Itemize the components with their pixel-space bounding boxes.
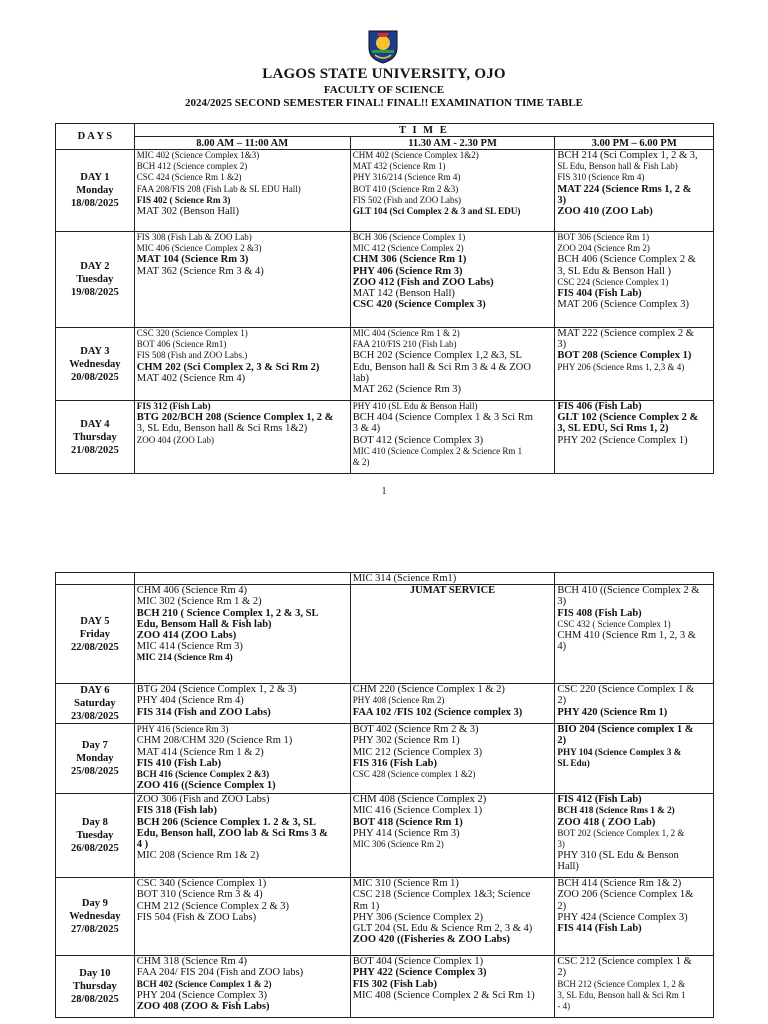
exam-entry: MAT 432 (Science Rm 1) [352,161,446,172]
continuation-day-cell [56,573,135,585]
exam-entry: BTG 204 (Science Complex 1, 2 & 3) [136,684,297,696]
day-label-cell [56,328,135,401]
weekday: Monday [76,753,114,765]
slot-cell-3 [555,724,714,794]
exam-entry: CSC 320 (Science Complex 1) [136,328,248,338]
day-row [56,724,714,794]
exam-entry: MAT 414 (Science Rm 1 & 2) [136,746,264,758]
weekday: Friday [79,628,111,640]
exam-entry: BOT 410 (Science Rm 2 &3) [352,183,459,194]
slot-cell-2 [350,401,555,474]
exam-entry: BCH 404 (Science Complex 1 & 3 Sci Rm [352,412,533,424]
exam-entry: CHM 202 (Sci Complex 2, 3 & Sci Rm 2) [136,361,320,373]
exam-entry: Edu, Benson hall, ZOO lab & Sci Rms 3 & [136,827,328,839]
university-crest-logo [366,28,400,64]
slot-header-midday: 11.30 AM - 2.30 PM [350,137,555,150]
exam-date: 22/08/2025 [70,641,119,653]
exam-entry: BOT 418 (Science Rm 1) [352,816,463,828]
exam-date: 19/08/2025 [70,287,119,298]
exam-entry: SL Edu, Benson hall & Fish Lab) [557,161,678,172]
exam-entry: MIC 408 (Science Complex 2 & Sci Rm 1) [352,989,535,1001]
page-number: 1 [381,486,387,497]
day-row [56,585,714,684]
exam-entry: PHY 306 (Science Complex 2) [352,911,483,923]
exam-entry: GLT 104 (Sci Complex 2 & 3 and SL EDU) [352,206,521,217]
day-number: DAY 6 [80,685,110,697]
exam-entry: MAT 402 (Science Rm 4) [136,372,246,384]
exam-entry: FIS 314 (Fish and ZOO Labs) [136,706,271,718]
slot-cell-1 [134,401,350,474]
exam-entry: GLT 204 (SL Edu & Science Rm 2, 3 & 4) [352,923,533,935]
exam-entry: PHY 206 (Science Rms 1, 2,3 & 4) [557,361,685,372]
exam-entry: 3, SL Edu & Benson Hall ) [557,265,672,277]
exam-entry: BOT 208 (Science Complex 1) [557,350,692,362]
day-label-cell [56,794,135,878]
exam-entry: MIC 214 (Science Rm 4) [136,652,233,663]
exam-entry: BOT 202 (Science Complex 1, 2 & [557,827,685,838]
slot-cell-2 [350,232,555,328]
exam-entry: PHY 406 (Science Rm 3) [352,265,463,277]
exam-date: 18/08/2025 [70,198,119,209]
day-label-cell [56,878,135,956]
exam-entry: CHM 408 (Science Complex 2) [352,794,487,806]
weekday: Monday [76,185,114,196]
continuation-slot-2 [350,573,555,585]
day-row [56,878,714,956]
exam-entry: 3) [557,339,567,351]
exam-entry: ZOO 410 (ZOO Lab) [557,206,653,218]
exam-entry: FIS 312 (Fish Lab) [136,401,211,411]
exam-entry: CSC 340 (Science Complex 1) [136,878,267,890]
exam-entry: ZOO 416 ((Science Complex 1) [136,780,276,792]
exam-entry: 2) [557,900,567,912]
slot-cell-1 [134,232,350,328]
day-label-cell [56,956,135,1018]
exam-entry: CHM 402 (Science Complex 1&2) [352,150,479,160]
exam-entry: ZOO 404 (ZOO Lab) [136,434,215,445]
day-label-cell [56,585,135,684]
exam-entry: FIS 318 (Fish lab) [136,805,218,817]
exam-entry: PHY 404 (Science Rm 4) [136,695,244,707]
exam-entry: CHM 406 (Science Rm 4) [136,585,248,597]
exam-entry: BOT 306 (Science Rm 1) [557,232,650,242]
exam-entry: PHY 316/214 (Science Rm 4) [352,172,461,183]
exam-entry: BOT 310 (Science Rm 3 & 4) [136,889,263,901]
slot-cell-3 [555,794,714,878]
exam-entry: Rm 1) [352,900,380,912]
continuation-slot-3 [555,573,714,585]
exam-entry: SL Edu) [557,757,590,768]
day-label-cell [56,724,135,794]
exam-entry: 3) [557,596,567,608]
weekday: Wednesday [69,358,121,370]
day-row [56,794,714,878]
slot-cell-2 [350,956,555,1018]
exam-entry: MIC 310 (Science Rm 1) [352,878,459,890]
exam-entry: BCH 210 ( Science Complex 1, 2 & 3, SL [136,607,319,619]
exam-entry: FIS 316 (Fish Lab) [352,757,438,769]
exam-entry: PHY 420 (Science Rm 1) [557,706,668,718]
exam-entry: PHY 422 (Science Complex 3) [352,967,487,979]
exam-entry: MAT 104 (Science Rm 3) [136,254,249,266]
exam-entry: CHM 306 (Science Rm 1) [352,254,467,266]
day-number: DAY 1 [80,172,110,183]
exam-date: 20/08/2025 [70,371,119,383]
timetable-page-2 [55,572,714,1018]
exam-entry: BOT 404 (Science Complex 1) [352,956,484,968]
exam-entry: CHM 208/CHM 320 (Science Rm 1) [136,735,293,747]
exam-entry: PHY 202 (Science Complex 1) [557,434,688,446]
exam-entry: 3, SL Edu, Benson hall & Sci Rms 1&2) [136,423,308,435]
weekday: Saturday [74,698,116,710]
timetable-title: 2024/2025 SECOND SEMESTER FINAL! FINAL!! EXAMINATION TIME TABLE [185,97,583,109]
exam-entry: CHM 318 (Science Rm 4) [136,956,248,968]
exam-entry: 3, SL Edu, Benson hall & Sci Rm 1 [557,989,686,1000]
exam-entry: ZOO 412 (Fish and ZOO Labs) [352,276,494,288]
continuation-slot-1 [134,573,350,585]
exam-entry: PHY 410 (SL Edu & Benson Hall) [352,401,478,411]
exam-date: 25/08/2025 [70,766,119,778]
exam-entry: MIC 402 (Science Complex 1&3) [136,150,260,160]
day-number: Day 10 [79,968,111,980]
slot-cell-2 [350,684,555,724]
slot-cell-3 [555,956,714,1018]
exam-entry: FIS 310 (Science Rm 4) [557,172,645,183]
exam-entry: BCH 414 (Science Rm 1& 2) [557,878,682,890]
slot-cell-3 [555,684,714,724]
slot-header-evening: 3.00 PM – 6.00 PM [555,137,714,150]
exam-entry: BCH 418 (Science Rms 1 & 2) [557,805,675,816]
exam-entry: PHY 302 (Science Rm 1) [352,735,460,747]
day-row [56,684,714,724]
exam-entry: MAT 224 (Science Rms 1, 2 & [557,183,692,195]
exam-entry: GLT 102 (Science Complex 2 & [557,412,699,424]
exam-entry: 3) [557,194,567,206]
exam-entry: FIS 414 (Fish Lab) [557,923,642,935]
exam-entry: & 2) [352,457,370,468]
exam-entry: BCH 406 (Science Complex 2 & [557,254,696,266]
slot-cell-3 [555,401,714,474]
slot-cell-1 [134,328,350,401]
exam-entry: BCH 410 ((Science Complex 2 & [557,585,700,597]
exam-date: 26/08/2025 [70,843,119,855]
slot-cell-3 [555,328,714,401]
day-row [56,232,714,328]
exam-entry: FAA 210/FIS 210 (Fish Lab) [352,339,457,350]
day-row [56,328,714,401]
exam-entry: MIC 306 (Science Rm 2) [352,839,444,850]
exam-entry: BIO 204 (Science complex 1 & [557,724,694,736]
exam-entry: MIC 410 (Science Complex 2 & Science Rm 1 [352,445,523,456]
exam-entry: 2) [557,695,567,707]
exam-entry: CSC 212 (Science complex 1 & [557,956,692,968]
exam-entry: MIC 406 (Science Complex 2 &3) [136,243,262,254]
exam-entry: - 4) [557,1001,571,1012]
exam-entry: 4) [557,641,567,653]
exam-entry: BCH 306 (Science Complex 1) [352,232,466,242]
exam-entry: MIC 314 (Science Rm1) [352,573,457,584]
exam-entry: BCH 212 (Science Complex 1, 2 & [557,978,686,989]
exam-entry: Hall) [557,861,579,873]
exam-date: 27/08/2025 [70,924,119,936]
weekday: Tuesday [76,830,114,842]
exam-entry: PHY 310 (SL Edu & Benson [557,850,679,862]
exam-entry: BCH 202 (Science Complex 1,2 &3, SL [352,350,522,362]
exam-entry: FAA 204/ FIS 204 (Fish and ZOO labs) [136,967,304,979]
day-number: Day 9 [81,898,108,910]
day-number: DAY 4 [80,418,110,430]
exam-entry: ZOO 306 (Fish and ZOO Labs) [136,794,270,806]
exam-entry: MAT 362 (Science Rm 3 & 4) [136,265,264,277]
exam-entry: PHY 414 (Science Rm 3) [352,827,460,839]
day-row [56,956,714,1018]
exam-entry: CHM 220 (Science Complex 1 & 2) [352,684,505,696]
slot-cell-3 [555,150,714,232]
slot-cell-3 [555,878,714,956]
exam-entry: FIS 408 (Fish Lab) [557,607,642,619]
day-row [56,150,714,232]
exam-entry: ZOO 414 (ZOO Labs) [136,630,237,642]
exam-entry: MIC 404 (Science Rm 1 & 2) [352,328,460,338]
day-number: DAY 3 [80,345,110,357]
exam-entry: PHY 104 (Science Complex 3 & [557,746,682,757]
day-number: DAY 5 [80,615,110,627]
exam-entry: ZOO 408 (ZOO & Fish Labs) [136,1001,270,1013]
exam-entry: PHY 204 (Science Complex 3) [136,989,268,1001]
exam-entry: BOT 402 (Science Rm 2 & 3) [352,724,479,736]
day-label-cell [56,684,135,724]
slot-header-morning: 8.00 AM – 11:00 AM [134,137,350,150]
exam-entry: CSC 432 ( Science Complex 1) [557,618,671,629]
exam-entry: ZOO 420 ((Fisheries & ZOO Labs) [352,934,510,946]
slot-cell-3 [555,585,714,684]
day-row [56,401,714,474]
exam-entry: ZOO 206 (Science Complex 1& [557,889,694,901]
day-number: Day 7 [81,740,108,752]
exam-entry: MIC 208 (Science Rm 1& 2) [136,850,259,862]
slot-cell-1 [134,684,350,724]
exam-entry: BCH 412 (Science complex 2) [136,161,248,172]
slot-cell-2 [350,585,555,684]
exam-entry: BCH 206 (Science Complex 1. 2 & 3, SL [136,816,316,828]
slot-cell-2 [350,878,555,956]
exam-entry: MAT 142 (Benson Hall) [352,288,455,300]
weekday: Tuesday [76,274,114,285]
exam-entry: lab) [352,372,370,384]
exam-entry: CSC 224 (Science Complex 1) [557,276,669,287]
exam-entry: 2) [557,967,567,979]
time-column-header: T I M E [134,124,713,137]
exam-entry: CHM 410 (Science Rm 1, 2, 3 & [557,630,696,642]
exam-entry: Edu, Benson hall & Sci Rm 3 & 4 & ZOO [352,361,531,373]
slot-cell-1 [134,794,350,878]
exam-entry: MAT 262 (Science Rm 3) [352,384,461,396]
faculty-name: FACULTY OF SCIENCE [323,84,445,96]
exam-entry: 3) [557,839,565,850]
exam-entry: MIC 302 (Science Rm 1 & 2) [136,596,262,608]
exam-entry: FAA 208/FIS 208 (Fish Lab & SL EDU Hall) [136,183,301,194]
exam-date: 23/08/2025 [70,711,119,723]
exam-entry: CSC 424 (Science Rm 1 &2) [136,172,242,183]
slot-cell-1 [134,878,350,956]
exam-entry: MIC 412 (Science Complex 2) [352,243,464,254]
exam-entry: 2) [557,735,567,747]
exam-entry: PHY 424 (Science Complex 3) [557,911,688,923]
slot-cell-2 [350,794,555,878]
timetable-page-1 [55,123,714,474]
day-label-cell [56,150,135,232]
exam-entry: MIC 414 (Science Rm 3) [136,641,243,653]
exam-entry: 3 & 4) [352,423,381,435]
exam-entry: CSC 428 (Science complex 1 &2) [352,769,476,780]
exam-entry: MAT 222 (Science complex 2 & [557,328,694,339]
exam-entry: CSC 218 (Science Complex 1&3; Science [352,889,531,901]
exam-entry: FIS 402 ( Science Rm 3) [136,194,231,205]
exam-date: 21/08/2025 [70,444,119,456]
day-label-cell [56,401,135,474]
slot-cell-1 [134,585,350,684]
exam-entry: FIS 410 (Fish Lab) [136,757,222,769]
exam-entry: ZOO 204 (Science Rm 2) [557,243,650,254]
exam-entry: FIS 302 (Fish Lab) [352,978,438,990]
exam-entry: FIS 502 (Fish and ZOO Labs) [352,194,461,205]
slot-cell-1 [134,724,350,794]
slot-cell-2 [350,328,555,401]
day-label-cell [56,232,135,328]
days-column-header: D A Y S [56,124,135,150]
exam-entry: BCH 402 (Science Complex 1 & 2) [136,978,272,989]
day-number: DAY 2 [80,261,110,272]
weekday: Thursday [73,981,117,993]
exam-entry: 3, SL EDU, Sci Rms 1, 2) [557,423,669,435]
weekday: Wednesday [69,911,121,923]
slot-cell-1 [134,150,350,232]
exam-entry: MIC 212 (Science Complex 3) [352,746,483,758]
slot-cell-3 [555,232,714,328]
slot-cell-1 [134,956,350,1018]
exam-entry: FIS 406 (Fish Lab) [557,401,642,412]
exam-entry: BOT 412 (Science Complex 3) [352,434,484,446]
exam-entry: PHY 416 (Science Rm 3) [136,724,229,735]
weekday: Thursday [73,431,117,443]
exam-entry: ZOO 418 ( ZOO Lab) [557,816,656,828]
exam-entry: FIS 308 (Fish Lab & ZOO Lab) [136,232,252,242]
exam-date: 28/08/2025 [70,994,119,1006]
exam-entry: MIC 416 (Science Complex 1) [352,805,483,817]
exam-entry: MAT 206 (Science Complex 3) [557,299,689,311]
exam-entry: JUMAT SERVICE [409,585,496,597]
exam-entry: 4 ) [136,839,149,851]
exam-entry: CSC 220 (Science Complex 1 & [557,684,695,696]
exam-entry: BOT 406 (Science Rm1) [136,339,227,350]
exam-entry: PHY 408 (Science Rm 2) [352,695,445,706]
exam-entry: BCH 416 (Science Complex 2 &3) [136,769,270,780]
exam-entry: FIS 508 (Fish and ZOO Labs.) [136,350,248,361]
exam-entry: BTG 202/BCH 208 (Science Complex 1, 2 & [136,412,334,424]
university-name: LAGOS STATE UNIVERSITY, OJO [262,66,506,82]
slot-cell-2 [350,150,555,232]
exam-entry: CSC 420 (Science Complex 3) [352,299,486,311]
exam-entry: Edu, Bensom Hall & Fish lab) [136,618,272,630]
exam-entry: FIS 504 (Fish & ZOO Labs) [136,911,257,923]
exam-entry: CHM 212 (Science Complex 2 & 3) [136,900,290,912]
exam-entry: BCH 214 (Sci Complex 1, 2 & 3, [557,150,698,161]
exam-entry: FIS 412 (Fish Lab) [557,794,642,806]
slot-cell-2 [350,724,555,794]
exam-entry: FAA 102 /FIS 102 (Science complex 3) [352,706,523,718]
day-number: Day 8 [81,817,108,829]
exam-entry: FIS 404 (Fish Lab) [557,288,642,300]
exam-entry: MAT 302 (Benson Hall) [136,206,239,218]
